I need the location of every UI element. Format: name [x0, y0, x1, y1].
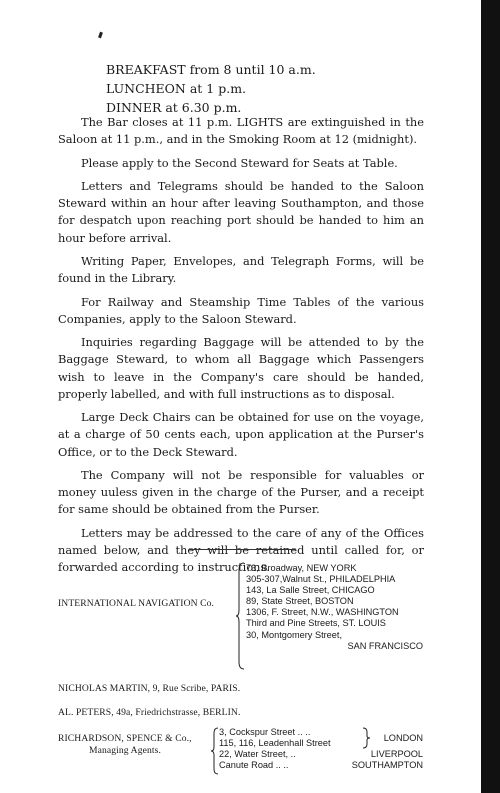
- brace-international: [236, 562, 246, 670]
- seats-paragraph: Please apply to the Second Steward for Seats at Table.: [81, 155, 398, 170]
- meal-times: [106, 60, 316, 117]
- brace-richardson: [211, 727, 219, 775]
- regulations-text: [58, 114, 424, 583]
- international-navigation-name: INTERNATIONAL NAVIGATION Co.: [58, 598, 215, 609]
- writing-paper-paragraph: Writing Paper, Envelopes, and Telegraph Forms, will be found in the Library.: [58, 253, 424, 286]
- divider-rule: [189, 549, 295, 550]
- valuables-paragraph: The Company will not be responsible for valuables or money uuless given in the charge of the Purser, and a receipt for same should be obtained from the Purser.: [58, 467, 424, 517]
- ink-speck: [98, 32, 103, 39]
- address-water-street: 22, Water Street, ..: [219, 749, 296, 760]
- address-cockspur: 3, Cockspur Street .. ..: [219, 727, 311, 737]
- address-st-louis: Third and Pine Streets, ST. LOUIS: [246, 618, 386, 629]
- nicholas-martin-office: NICHOLAS MARTIN, 9, Rue Scribe, PARIS.: [58, 683, 241, 694]
- city-liverpool: LIVERPOOL: [370, 749, 423, 759]
- letters-addressed-paragraph: Letters may be addressed to the care of any of the Offices named below, and they will be retained until called for, or forwarded according to instructions.: [58, 525, 424, 575]
- luncheon-time: LUNCHEON at 1 p.m.: [106, 81, 247, 96]
- managing-agents-label: Managing Agents.: [89, 745, 161, 756]
- international-addresses: [246, 563, 399, 641]
- address-philadelphia: 305-307,Walnut St., PHILADELPHIA: [246, 574, 396, 585]
- address-leadenhall: 115, 116, Leadenhall Street: [219, 738, 331, 749]
- address-new-york: 73, Broadway, NEW YORK: [246, 563, 357, 573]
- breakfast-time: BREAKFAST from 8 until 10 a.m.: [106, 62, 316, 77]
- address-washington: 1306, F. Street, N.W., WASHINGTON: [246, 607, 399, 618]
- address-chicago: 143, La Salle Street, CHICAGO: [246, 585, 375, 596]
- city-london: LONDON: [383, 733, 423, 743]
- address-boston: 89, State Street, BOSTON: [246, 596, 354, 607]
- timetables-paragraph: For Railway and Steamship Time Tables of the various Companies, apply to the Saloon Steward.: [58, 294, 424, 326]
- address-san-francisco: SAN FRANCISCO: [347, 641, 423, 651]
- page-edge: [481, 0, 500, 793]
- city-southampton: SOUTHAMPTON: [351, 760, 423, 770]
- dinner-time: DINNER at 6.30 p.m.: [106, 100, 242, 115]
- bar-lights-paragraph: The Bar closes at 11 p.m. LIGHTS are extinguished in the Saloon at 11 p.m., and in the Smoking Room at 12 (midnight).: [58, 115, 424, 147]
- address-montgomery: 30, Montgomery Street,: [246, 629, 343, 640]
- address-canute-road: Canute Road .. ..: [219, 760, 289, 771]
- deck-chairs-paragraph: Large Deck Chairs can be obtained for use on the voyage, at a charge of 50 cents each, upon application at the Purser's Office, or to the Deck Steward.: [58, 410, 424, 459]
- al-peters-office: AL. PETERS, 49a, Friedrichstrasse, BERLIN.: [58, 707, 241, 718]
- richardson-spence-name: RICHARDSON, SPENCE & Co.,: [58, 733, 192, 744]
- letters-telegrams-paragraph: Letters and Telegrams should be handed to the Saloon Steward within an hour after leaving Southampton, and those for despatch upon reaching port should be handed to him an hour before arrival.: [58, 178, 424, 245]
- baggage-paragraph: Inquiries regarding Baggage will be attended to by the Baggage Steward, to whom all Baggage which Passengers wish to leave in the Company's care should be handed, properly labelled, and with full instructions as to disposal.: [58, 335, 424, 401]
